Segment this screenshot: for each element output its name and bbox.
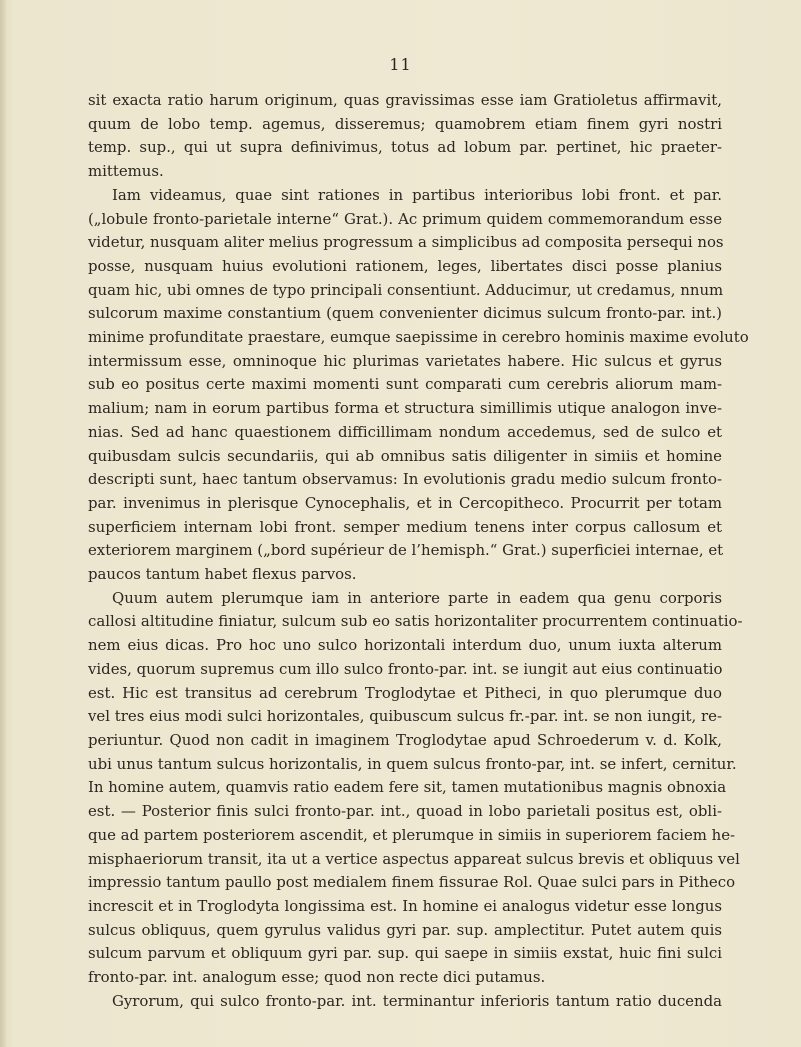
text-line: sulcorum maxime constantium (quem convenienter dicimus sulcum fronto-par. int.) <box>88 304 722 323</box>
text-line: sulcum parvum et obliquum gyri par. sup. qui saepe in simiis exstat, huic fini sulci <box>88 944 722 963</box>
body-text <box>88 89 749 1013</box>
text-line: intermissum esse, omninoque hic plurimas varietates habere. Hic sulcus et gyrus <box>88 351 722 370</box>
text-line: vides, quorum supremus cum illo sulco fronto-par. int. se iungit aut eius continuatio <box>88 659 723 678</box>
text-line: quam hic, ubi omnes de typo principali consentiunt. Adducimur, ut credamus, nnum <box>88 280 724 299</box>
text-line: Iam videamus, quae sint rationes in partibus interioribus lobi front. et par. <box>112 185 722 204</box>
text-line: par. invenimus in plerisque Cynocephalis, et in Cercopitheco. Procurrit per totam <box>88 493 722 512</box>
text-line: ubi unus tantum sulcus horizontalis, in quem sulcus fronto-par, int. se infert, cernitur. <box>88 754 737 773</box>
text-line: nias. Sed ad hanc quaestionem difficillimam nondum accedemus, sed de sulco et <box>88 422 722 441</box>
text-line: mittemus. <box>88 162 164 181</box>
text-line: que ad partem posteriorem ascendit, et plerumque in simiis in superiorem faciem he- <box>88 825 736 844</box>
text-line: sit exacta ratio harum originum, quas gravissimas esse iam Gratioletus affirmavit, <box>88 91 722 109</box>
text-line: superficiem internam lobi front. semper medium tenens inter corpus callosum et <box>88 517 722 536</box>
text-line: Quum autem plerumque iam in anteriore parte in eadem qua genu corporis <box>112 588 722 607</box>
text-line: callosi altitudine finiatur, sulcum sub eo satis horizontaliter procurrentem continuatio- <box>88 612 743 631</box>
text-line: In homine autem, quamvis ratio eadem fere sit, tamen mutationibus magnis obnoxia <box>88 778 727 797</box>
text-line: („lobule fronto-parietale interne“ Grat.). Ac primum quidem commemorandum esse <box>88 209 722 228</box>
text-line: minime profunditate praestare, eumque saepissime in cerebro hominis maxime evoluto <box>88 328 749 347</box>
text-line: vel tres eius modi sulci horizontales, quibuscum sulcus fr.-par. int. se non iungit, re- <box>88 707 722 726</box>
text-line: temp. sup., qui ut supra definivimus, totus ad lobum par. pertinet, hic praeter- <box>88 138 722 157</box>
page-number: 11 <box>389 55 412 74</box>
text-line: impressio tantum paullo post medialem finem fissurae Rol. Quae sulci pars in Pitheco <box>88 873 736 892</box>
text-line: misphaeriorum transit, ita ut a vertice aspectus appareat sulcus brevis et obliquus vel <box>88 849 740 868</box>
text-line: posse, nusquam huius evolutioni rationem, leges, libertates disci posse planius <box>88 256 722 275</box>
text-line: est. Hic est transitus ad cerebrum Troglodytae et Pitheci, in quo plerumque duo <box>88 683 722 702</box>
text-line: Gyrorum, qui sulco fronto-par. int. terminantur inferioris tantum ratio ducenda <box>112 991 722 1010</box>
text-line: quibusdam sulcis secundariis, qui ab omnibus satis diligenter in simiis et homine <box>88 446 722 465</box>
text-line: periuntur. Quod non cadit in imaginem Troglodytae apud Schroederum v. d. Kolk, <box>88 730 722 749</box>
text-line: videtur, nusquam aliter melius progressum a simplicibus ad composita persequi nos <box>88 233 724 252</box>
text-line: sulcus obliquus, quem gyrulus validus gyri par. sup. amplectitur. Putet autem quis <box>88 920 722 939</box>
text-line: malium; nam in eorum partibus forma et structura simillimis utique analogon inve- <box>88 399 722 418</box>
page-binding-edge <box>0 0 7 1047</box>
text-line: quum de lobo temp. agemus, disseremus; quamobrem etiam finem gyri nostri <box>88 114 722 133</box>
text-line: exteriorem marginem („bord supérieur de l’hemisph.“ Grat.) superficiei internae, et <box>88 541 724 560</box>
text-line: fronto-par. int. analogum esse; quod non recte dici putamus. <box>88 968 546 987</box>
text-line: est. — Posterior finis sulci fronto-par. int., quoad in lobo parietali positus est, obli- <box>88 802 722 821</box>
text-line: descripti sunt, haec tantum observamus: In evolutionis gradu medio sulcum fronto- <box>88 470 722 489</box>
text-line: sub eo positus certe maximi momenti sunt comparati cum cerebris aliorum mam- <box>88 375 722 394</box>
text-line: nem eius dicas. Pro hoc uno sulco horizontali interdum duo, unum iuxta alterum <box>88 636 722 655</box>
text-line: paucos tantum habet flexus parvos. <box>88 565 357 584</box>
text-line: increscit et in Troglodyta longissima est. In homine ei analogus videtur esse longus <box>88 896 722 915</box>
